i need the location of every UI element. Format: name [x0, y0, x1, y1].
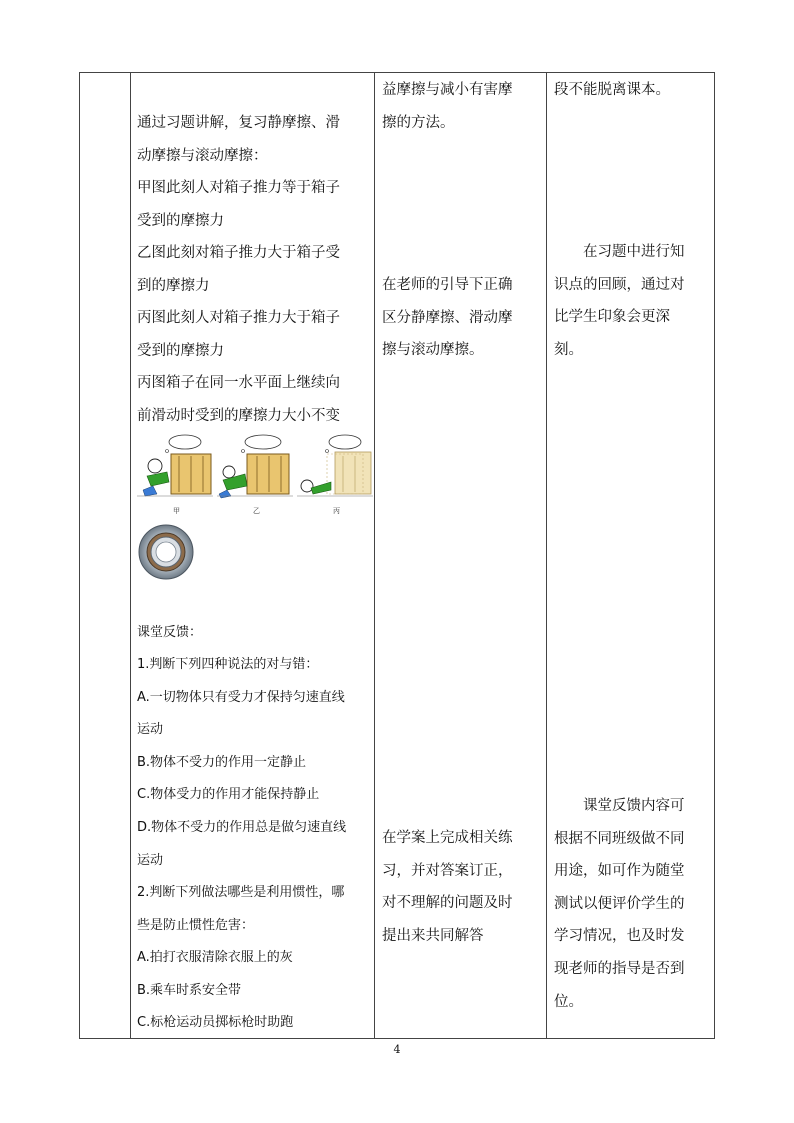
text-line: 1.判断下列四种说法的对与错：: [137, 657, 319, 672]
text-line: 课堂反馈内容可: [554, 798, 685, 814]
text-line: 学习情况，也及时发: [554, 928, 685, 945]
text-line: 比学生印象会更深: [554, 309, 670, 326]
text-line: 提出来共同解答: [382, 927, 484, 944]
review-intro: [137, 107, 369, 172]
text-line: 擦的方法。: [382, 114, 455, 131]
design-intent-mid: [554, 236, 706, 366]
text-line: 在老师的引导下正确: [382, 277, 513, 293]
text-line: 到的摩擦力: [137, 277, 210, 294]
table-divider: [130, 72, 131, 1039]
text-line: 些是防止惯性危害：: [137, 917, 255, 933]
table-divider: [374, 72, 375, 1039]
cartoon-panel-b: [217, 432, 293, 502]
student-activity-mid: [382, 269, 540, 367]
text-line: 现老师的指导是否到: [554, 960, 685, 977]
design-intent-bottom: [554, 790, 706, 1018]
text-line: 用途，如可作为随堂: [554, 863, 685, 880]
figure-a-explanation: [137, 172, 369, 237]
cartoon-panel-a: [137, 432, 213, 502]
text-line: 2.判断下列做法哪些是利用惯性，哪: [137, 885, 345, 900]
text-line: 位。: [554, 993, 583, 1010]
text-line: C.物体受力的作用才能保持静止: [137, 787, 320, 803]
text-line: 课堂反馈：: [137, 625, 203, 640]
text-line: 动摩擦与滚动摩擦：: [137, 147, 268, 164]
student-activity-top: [382, 74, 540, 139]
figure-c-sliding-explanation: [137, 367, 369, 432]
text-line: 在习题中进行知: [554, 244, 685, 260]
table-divider: [546, 72, 547, 1039]
figure-c-explanation: [137, 302, 369, 367]
text-line: 益摩擦与减小有害摩: [382, 82, 513, 98]
text-line: B.乘车时系安全带: [137, 982, 242, 998]
text-line: 运动: [137, 852, 164, 868]
text-line: 在学案上完成相关练: [382, 830, 513, 846]
text-line: 甲图此刻人对箱子推力等于箱子: [137, 180, 340, 196]
text-line: C.标枪运动员掷标枪时助跑: [137, 1015, 294, 1031]
text-line: 受到的摩擦力: [137, 342, 224, 359]
figure-caption-a: 甲: [173, 507, 180, 515]
text-line: 擦与滚动摩擦。: [382, 342, 484, 359]
text-line: 根据不同班级做不同: [554, 830, 685, 847]
text-line: A.一切物体只有受力才保持匀速直线: [137, 689, 345, 705]
cartoon-panel-c: [297, 432, 373, 502]
text-line: 刻。: [554, 341, 583, 358]
design-intent-top: [554, 74, 706, 107]
student-activity-bottom: [382, 822, 540, 952]
text-line: 通过习题讲解，复习静摩擦、滑: [137, 115, 340, 131]
text-line: 前滑动时受到的摩擦力大小不变: [137, 407, 340, 424]
text-line: 测试以便评价学生的: [554, 895, 685, 912]
figure-caption-c: 丙: [333, 507, 340, 515]
question-2: [137, 877, 369, 1040]
figure-caption-b: 乙: [253, 507, 260, 515]
text-line: 区分静摩擦、滑动摩: [382, 309, 513, 326]
friction-cartoon-figure: [137, 432, 375, 520]
text-line: 运动: [137, 722, 164, 738]
text-line: 识点的回顾，通过对: [554, 276, 685, 293]
text-line: 丙图箱子在同一水平面上继续向: [137, 375, 340, 391]
text-line: 受到的摩擦力: [137, 212, 224, 229]
figure-b-explanation: [137, 237, 369, 302]
text-line: 段不能脱离课本。: [554, 82, 670, 98]
ball-bearing-image: [137, 523, 195, 581]
page-number: 4: [393, 1043, 401, 1056]
question-1: [137, 649, 369, 877]
text-line: D.物体不受力的作用总是做匀速直线: [137, 819, 347, 835]
text-line: 乙图此刻对箱子推力大于箱子受: [137, 245, 340, 261]
text-line: 丙图此刻人对箱子推力大于箱子: [137, 310, 340, 326]
text-line: B.物体不受力的作用一定静止: [137, 754, 307, 770]
feedback-title: [137, 617, 369, 650]
text-line: A.拍打衣服清除衣服上的灰: [137, 950, 293, 966]
text-line: 对不理解的问题及时: [382, 895, 513, 912]
text-line: 习，并对答案订正，: [382, 862, 513, 879]
